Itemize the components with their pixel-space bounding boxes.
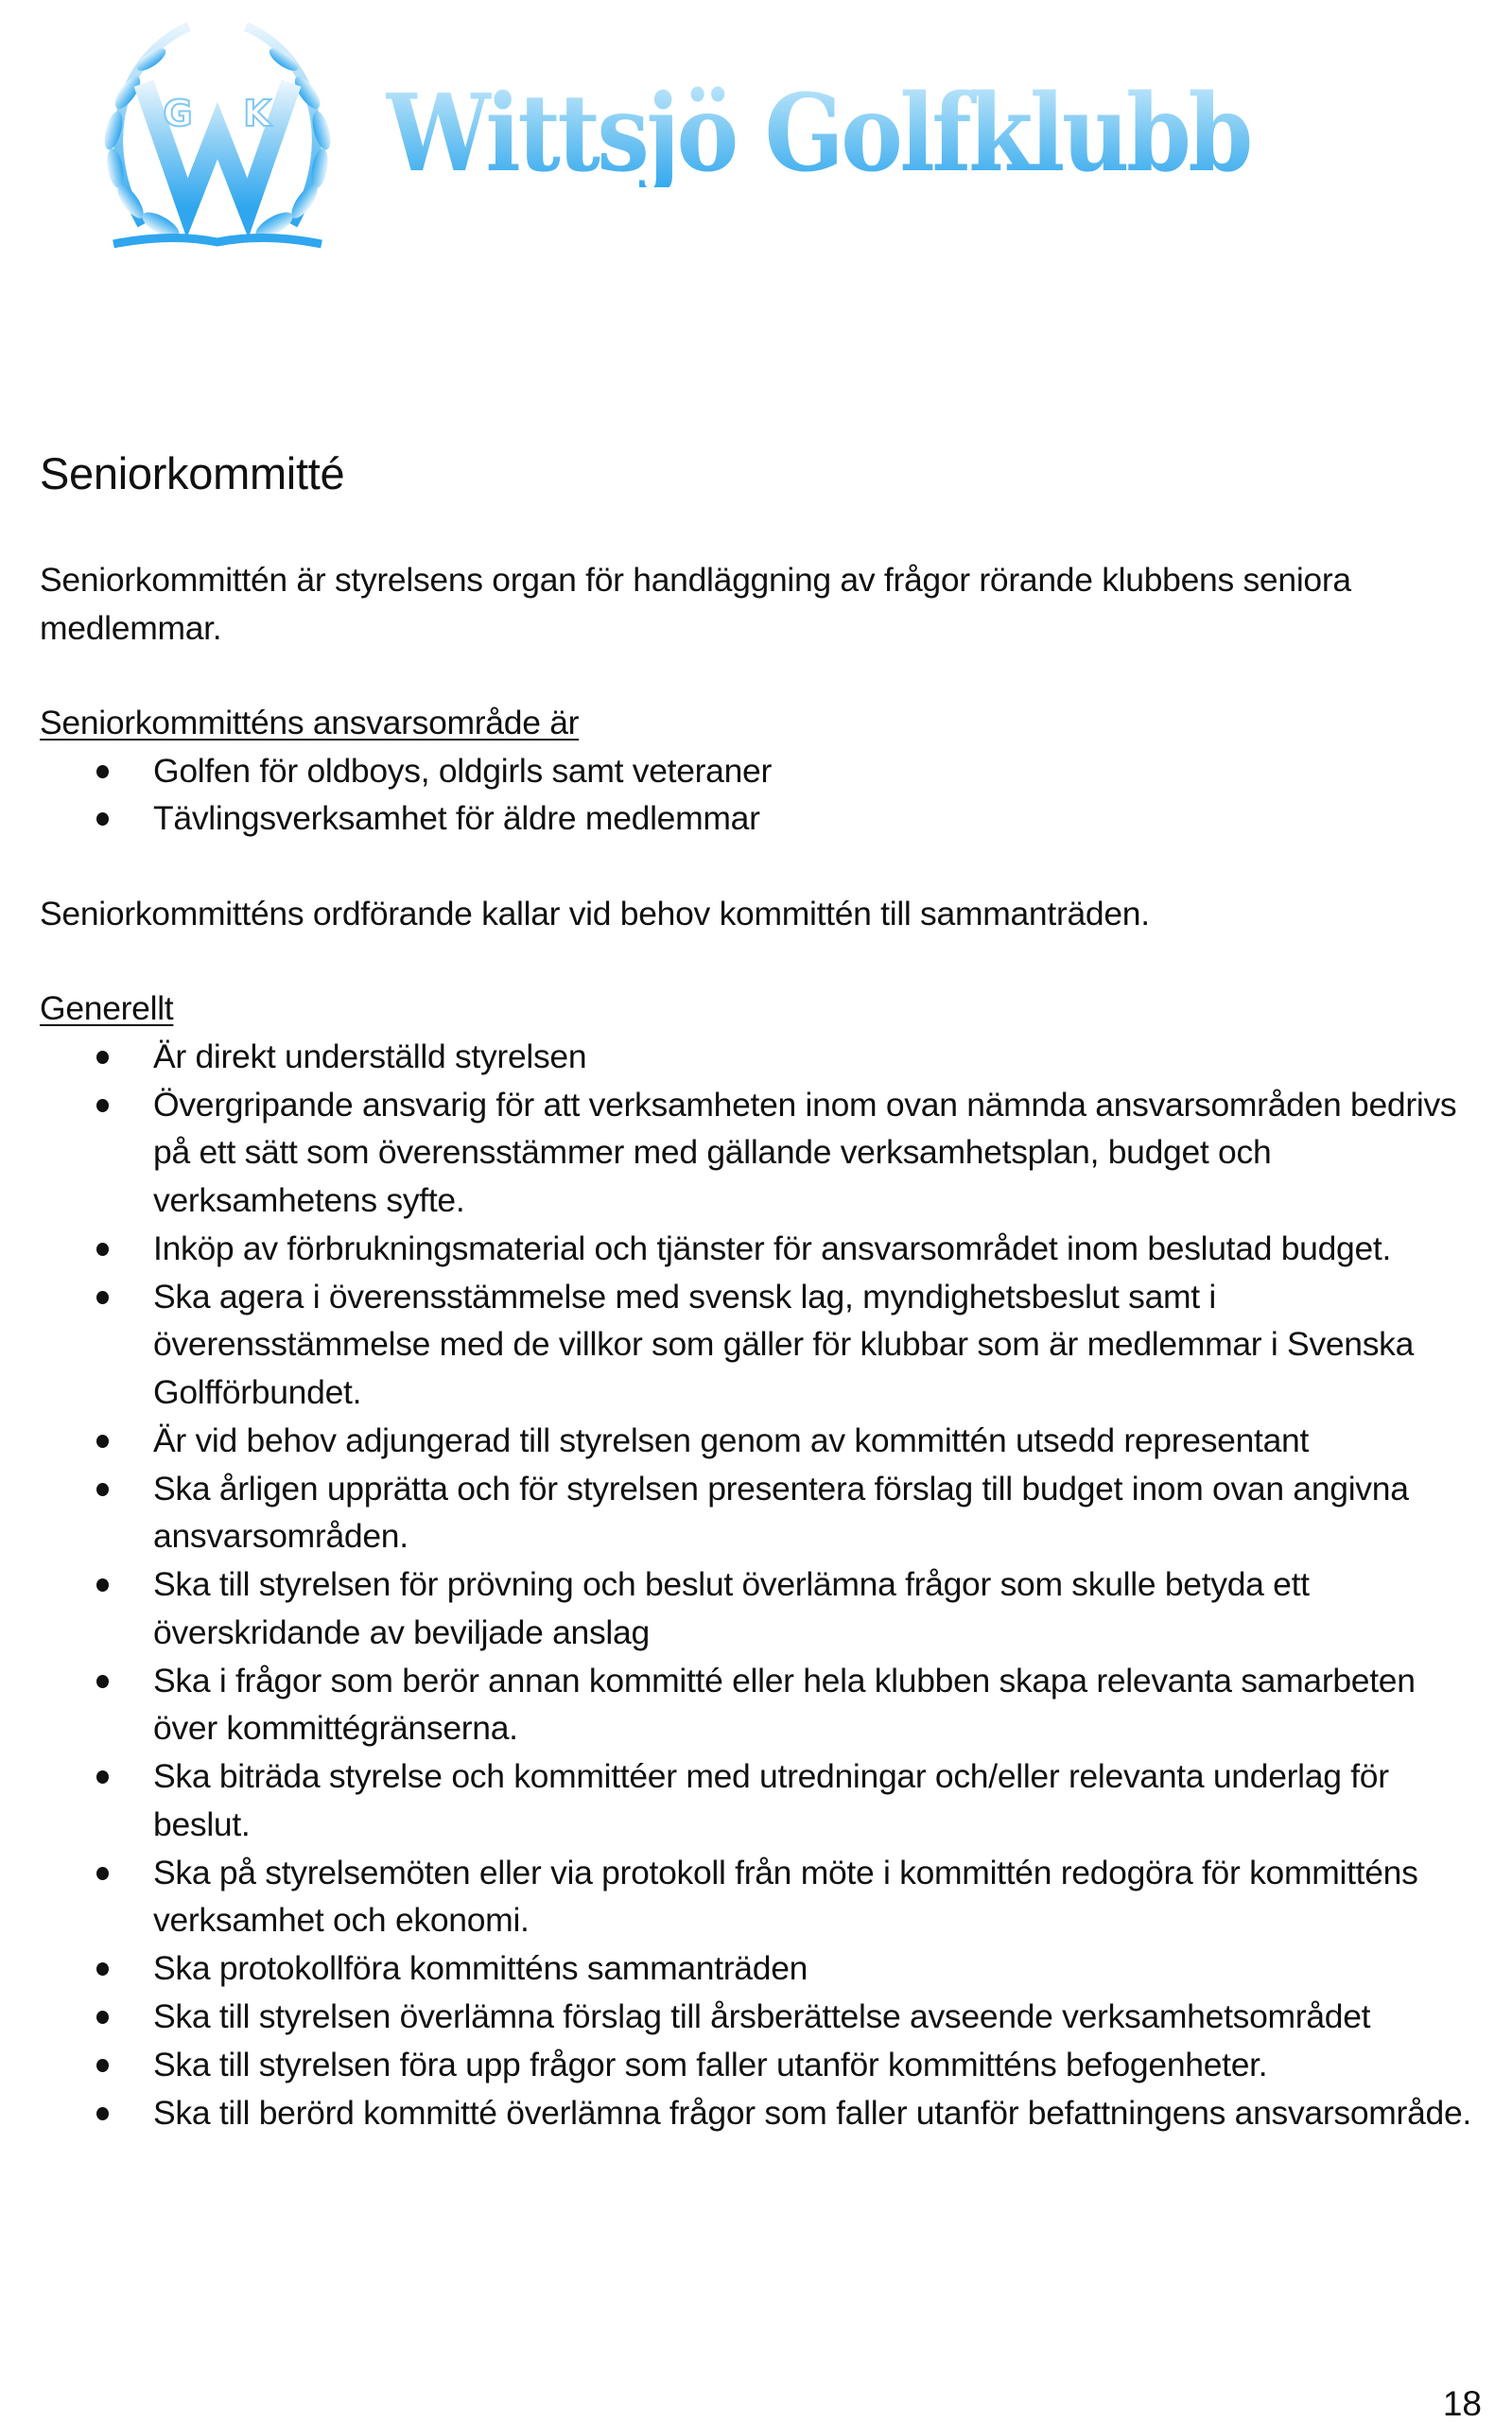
chair-paragraph: Seniorkommitténs ordförande kallar vid behov kommittén till sammanträden. (40, 894, 1150, 933)
svg-text:K: K (243, 93, 271, 134)
spacer (40, 652, 1486, 699)
spacer (40, 843, 1486, 890)
bullet-icon (96, 2059, 109, 2072)
club-name-logotype: Wittsjö Golfklubb (386, 72, 1250, 196)
bullet-icon (96, 2107, 109, 2120)
list-item: Ska årligen upprätta och för styrelsen presentera förslag till budget inom ovan angivna ansvarsområden. (40, 1465, 1486, 1560)
list-item: Inköp av förbrukningsmaterial och tjänster för ansvarsområdet inom beslutad budget. (40, 1225, 1486, 1273)
list-item: Ska i frågor som berör annan kommitté eller hela klubben skapa relevanta samarbeten över kommittégränserna. (40, 1657, 1486, 1752)
list-item: Övergripande ansvarig för att verksamheten inom ovan nämnda ansvarsområden bedrivs på ett sätt som överensstämmer med gällande verksamhetsplan, budget och verksamhetens syfte. (40, 1081, 1486, 1225)
list-item: Ska protokollföra kommitténs sammanträden (40, 1944, 1486, 1993)
club-logo (85, 8, 1250, 263)
general-list (40, 1033, 1486, 2137)
bullet-icon (96, 1962, 109, 1976)
list-item: Ska agera i överensstämmelse med svensk lag, myndighetsbeslut samt i överensstämmelse med de villkor som gäller för klubbar som är medlemmar i Svenska Golfförbundet. (40, 1273, 1486, 1417)
list-item: Är vid behov adjungerad till styrelsen genom av kommittén utsedd representant (40, 1417, 1486, 1465)
bullet-icon (96, 2011, 109, 2024)
golf-club-emblem-icon (85, 8, 350, 263)
bullet-icon (96, 1435, 109, 1448)
list-item: Ska till styrelsen överlämna förslag till årsberättelse avseende verksamhetsområdet (40, 1993, 1486, 2041)
list-item: Ska till styrelsen för prövning och beslut överlämna frågor som skulle betyda ett överskridande av beviljade anslag (40, 1560, 1486, 1656)
page-number: 18 (1442, 2384, 1482, 2423)
bullet-icon (96, 1243, 109, 1256)
list-item: Ska till berörd kommitté överlämna frågor som faller utanför befattningens ansvarsområde. (40, 2089, 1486, 2137)
bullet-icon (96, 1051, 109, 1064)
bullet-icon (96, 1675, 109, 1688)
bullet-icon (96, 1483, 109, 1496)
general-heading: Generellt (40, 989, 174, 1027)
bullet-icon (96, 765, 109, 778)
document-body (40, 441, 1486, 2137)
bullet-icon (96, 812, 109, 826)
list-item: Är direkt underställd styrelsen (40, 1033, 1486, 1081)
list-item: Ska på styrelsemöten eller via protokoll från möte i kommittén redogöra för kommitténs verksamhet och ekonomi. (40, 1849, 1486, 1944)
page-title: Seniorkommitté (40, 448, 345, 498)
responsibility-list (40, 747, 1486, 843)
responsibility-heading: Seniorkommitténs ansvarsområde är (40, 704, 580, 741)
bullet-icon (96, 1291, 109, 1304)
bullet-icon (96, 1770, 109, 1784)
bullet-icon (96, 1099, 109, 1112)
svg-text:G: G (163, 93, 193, 134)
intro-paragraph: Seniorkommittén är styrelsens organ för handläggning av frågor rörande klubbens seniora medlemmar. (40, 561, 1351, 647)
list-item: Tävlingsverksamhet för äldre medlemmar (40, 794, 1486, 843)
spacer (40, 937, 1486, 985)
list-item: Ska biträda styrelse och kommittéer med utredningar och/eller relevanta underlag för beslut. (40, 1752, 1486, 1848)
bullet-icon (96, 1578, 109, 1592)
bullet-icon (96, 1867, 109, 1880)
list-item: Golfen för oldboys, oldgirls samt veteraner (40, 747, 1486, 795)
list-item: Ska till styrelsen föra upp frågor som faller utanför kommitténs befogenheter. (40, 2041, 1486, 2089)
